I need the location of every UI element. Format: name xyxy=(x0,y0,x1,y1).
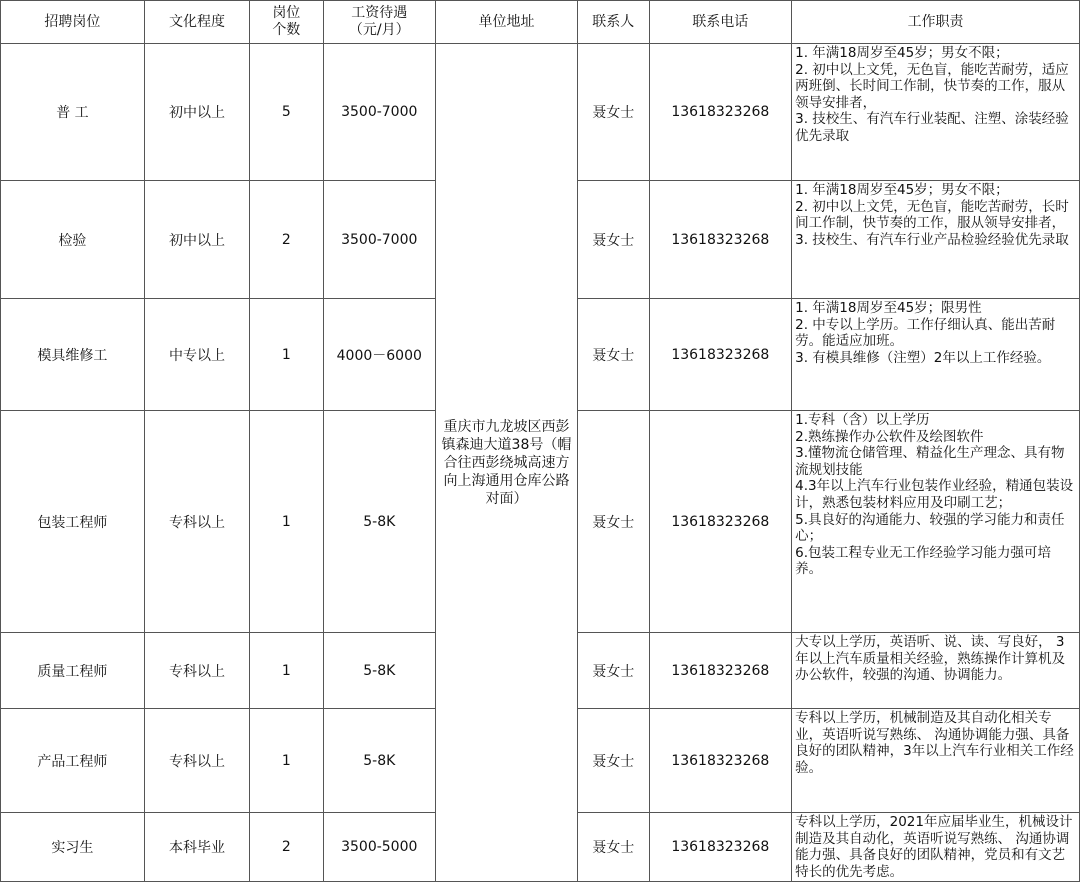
count-cell: 1 xyxy=(250,709,324,813)
header-count xyxy=(250,1,324,44)
salary-cell: 3500-7000 xyxy=(323,181,435,299)
phone-cell: 13618323268 xyxy=(649,44,792,181)
duty-line: 2.熟练操作办公软件及绘图软件 xyxy=(795,428,984,445)
header-row xyxy=(1,1,1080,44)
education-cell: 初中以上 xyxy=(144,44,249,181)
contact-cell: 聂女士 xyxy=(577,44,649,181)
position-cell: 包装工程师 xyxy=(1,411,145,633)
duty-line: 1. 年满18周岁至45岁；限男性 xyxy=(795,300,982,316)
duty-line: 1.专科（含）以上学历 xyxy=(795,412,930,428)
contact-cell: 聂女士 xyxy=(577,299,649,411)
header-salary-line-2: （元/月） xyxy=(348,22,410,38)
header-salary-line-1: 工资待遇 xyxy=(351,5,408,21)
header-address: 单位地址 xyxy=(435,1,577,44)
count-cell: 5 xyxy=(250,44,324,181)
count-cell: 1 xyxy=(250,633,324,709)
count-cell: 1 xyxy=(250,299,324,411)
duty-line: 5.具良好的沟通能力、较强的学习能力和责任心； xyxy=(795,511,1065,545)
header-education: 文化程度 xyxy=(144,1,249,44)
count-cell: 1 xyxy=(250,411,324,633)
duties-cell xyxy=(792,44,1080,181)
duty-line: 专科以上学历，2021年应届毕业生，机械设计制造及其自动化，英语听说写熟练、 沟通协调能力强、具备良好的团队精神，党员和有文艺特长的优先考虑。 xyxy=(795,814,1073,880)
position-cell: 检验 xyxy=(1,181,145,299)
duty-line: 3. 技校生、有汽车行业装配、注塑、涂装经验优先录取 xyxy=(795,111,1069,144)
contact-cell: 聂女士 xyxy=(577,181,649,299)
phone-cell: 13618323268 xyxy=(649,411,792,633)
salary-cell: 3500-5000 xyxy=(323,813,435,882)
contact-cell: 聂女士 xyxy=(577,813,649,882)
education-cell: 专科以上 xyxy=(144,709,249,813)
education-cell: 本科毕业 xyxy=(144,813,249,882)
header-duties: 工作职责 xyxy=(792,1,1080,44)
phone-cell: 13618323268 xyxy=(649,813,792,882)
count-cell: 2 xyxy=(250,181,324,299)
duty-line: 大专以上学历，英语听、说、读、写良好， 3年以上汽车质量相关经验，熟练操作计算机及办公软件，较强的沟通、协调能力。 xyxy=(795,634,1066,684)
salary-cell: 5-8K xyxy=(323,633,435,709)
count-cell: 2 xyxy=(250,813,324,882)
salary-cell: 3500-7000 xyxy=(323,44,435,181)
header-phone: 联系电话 xyxy=(649,1,792,44)
salary-cell: 4000－6000 xyxy=(323,299,435,411)
phone-cell: 13618323268 xyxy=(649,709,792,813)
header-count-line-1: 岗位 xyxy=(272,5,301,21)
position-cell: 模具维修工 xyxy=(1,299,145,411)
education-cell: 专科以上 xyxy=(144,411,249,633)
header-position: 招聘岗位 xyxy=(1,1,145,44)
header-count-line-2: 个数 xyxy=(272,22,301,38)
table-row xyxy=(1,44,1080,181)
phone-cell: 13618323268 xyxy=(649,299,792,411)
duties-cell xyxy=(792,181,1080,299)
duty-line: 4.3年以上汽车行业包装作业经验，精通包装设计，熟悉包装材料应用及印刷工艺； xyxy=(795,478,1074,511)
position-cell: 产品工程师 xyxy=(1,709,145,813)
duties-cell xyxy=(792,813,1080,882)
phone-cell: 13618323268 xyxy=(649,181,792,299)
duties-cell xyxy=(792,709,1080,813)
education-cell: 专科以上 xyxy=(144,633,249,709)
position-cell: 普 工 xyxy=(1,44,145,181)
duties-cell xyxy=(792,411,1080,633)
duty-line: 2. 初中以上文凭，无色盲，能吃苦耐劳，长时间工作制，快节奏的工作，服从领导安排者， xyxy=(795,198,1069,232)
phone-cell: 13618323268 xyxy=(649,633,792,709)
position-cell: 质量工程师 xyxy=(1,633,145,709)
duty-line: 3. 有模具维修（注塑）2年以上工作经验。 xyxy=(795,349,1051,366)
position-cell: 实习生 xyxy=(1,813,145,882)
contact-cell: 聂女士 xyxy=(577,411,649,633)
duty-line: 2. 中专以上学历。工作仔细认真、能出苦耐劳。能适应加班。 xyxy=(795,316,1056,350)
salary-cell: 5-8K xyxy=(323,411,435,633)
header-contact: 联系人 xyxy=(577,1,649,44)
contact-cell: 聂女士 xyxy=(577,633,649,709)
contact-cell: 聂女士 xyxy=(577,709,649,813)
duty-line: 专科以上学历，机械制造及其自动化相关专业，英语听说写熟练、 沟通协调能力强、具备良好的团队精神，3年以上汽车行业相关工作经验。 xyxy=(795,710,1074,776)
duty-line: 3.懂物流仓储管理、精益化生产理念、具有物流规划技能 xyxy=(795,445,1065,478)
duty-line: 6.包装工程专业无工作经验学习能力强可培养。 xyxy=(795,544,1052,578)
duty-line: 1. 年满18周岁至45岁；男女不限； xyxy=(795,45,1009,61)
duty-line: 2. 初中以上文凭，无色盲，能吃苦耐劳，适应两班倒、长时间工作制，快节奏的工作，服从领导安排者， xyxy=(795,61,1069,111)
duties-cell xyxy=(792,299,1080,411)
salary-cell: 5-8K xyxy=(323,709,435,813)
duty-line: 1. 年满18周岁至45岁；男女不限； xyxy=(795,182,1009,198)
header-salary xyxy=(323,1,435,44)
address-cell: 重庆市九龙坡区西彭镇森迪大道38号（帽合往西彭绕城高速方向上海通用仓库公路对面） xyxy=(435,44,577,882)
duties-cell xyxy=(792,633,1080,709)
education-cell: 初中以上 xyxy=(144,181,249,299)
duty-line: 3. 技校生、有汽车行业产品检验经验优先录取 xyxy=(795,231,1069,248)
education-cell: 中专以上 xyxy=(144,299,249,411)
